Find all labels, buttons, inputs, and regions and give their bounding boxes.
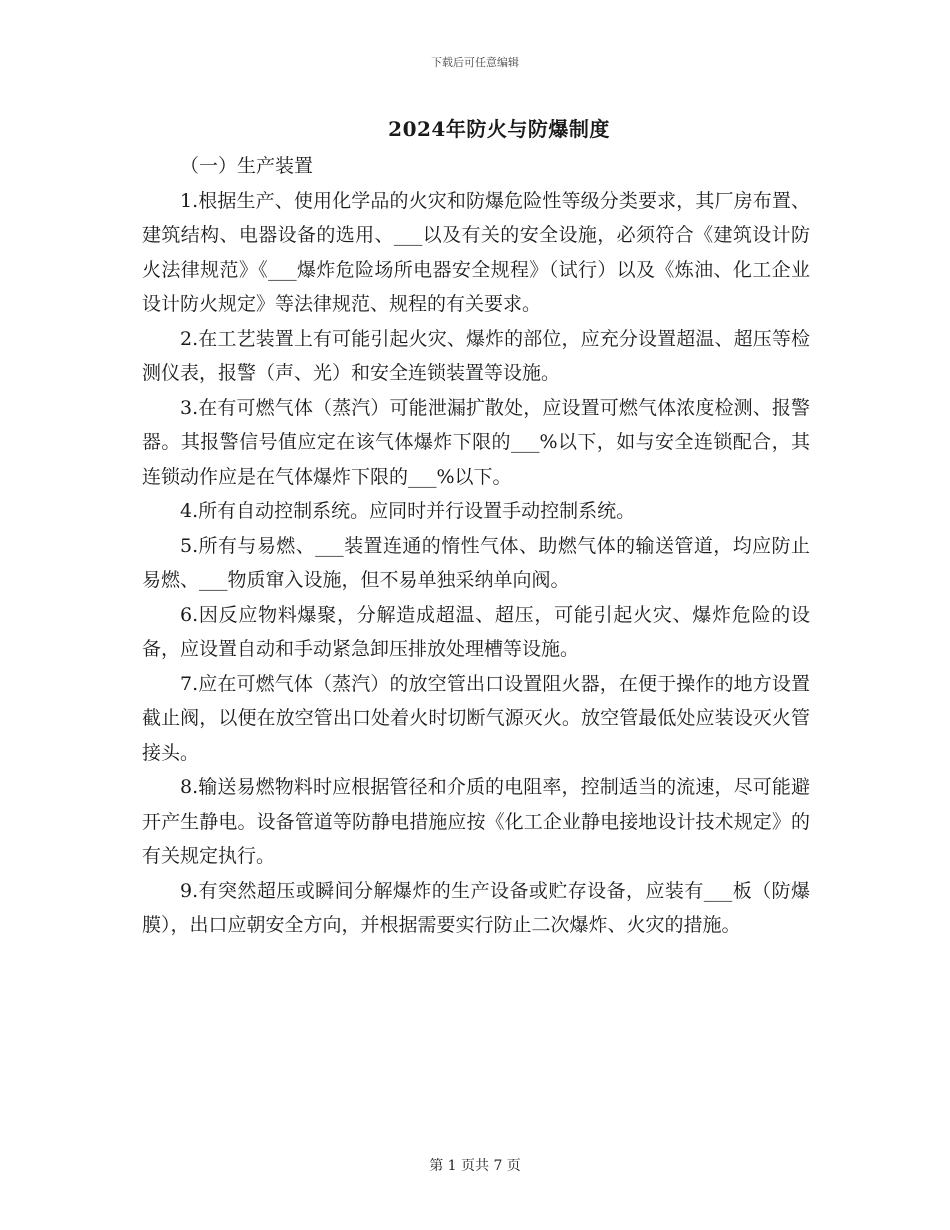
paragraph-9: 9.有突然超压或瞬间分解爆炸的生产设备或贮存设备，应装有___板（防爆膜），出口应朝安全方向，并根据需要实行防止二次爆炸、火灾的措施。 [142, 879, 810, 936]
document-title: 2024年防火与防爆制度 [388, 117, 610, 141]
page-number-footer: 第 1 页共 7 页 [429, 1158, 521, 1174]
document-body [142, 149, 810, 943]
paragraph-1: 1.根据生产、使用化学品的火灾和防爆危险性等级分类要求，其厂房布置、建筑结构、电器设备的选用、___以及有关的安全设施，必须符合《建筑设计防火法律规范》《___爆炸危险场所电器安全规程》（试行）以及《炼油、化工企业设计防火规定》等法律规范、规程的有关要求。 [142, 189, 810, 315]
header-note: 下载后可任意编辑 [431, 56, 519, 69]
section-heading: （一）生产装置 [180, 155, 314, 177]
paragraph-2: 2.在工艺装置上有可能引起火灾、爆炸的部位，应充分设置超温、超压等检测仪表，报警（声、光）和安全连锁装置等设施。 [142, 327, 810, 384]
paragraph-5: 5.所有与易燃、___装置连通的惰性气体、助燃气体的输送管道，均应防止易燃、___物质窜入设施，但不易单独采纳单向阀。 [142, 534, 810, 591]
paragraph-6: 6.因反应物料爆聚，分解造成超温、超压，可能引起火灾、爆炸危险的设备，应设置自动和手动紧急卸压排放处理槽等设施。 [142, 603, 810, 660]
paragraph-7: 7.应在可燃气体（蒸汽）的放空管出口设置阻火器，在便于操作的地方设置截止阀，以便在放空管出口处着火时切断气源灭火。放空管最低处应装设灭火管接头。 [142, 672, 810, 764]
paragraph-8: 8.输送易燃物料时应根据管径和介质的电阻率，控制适当的流速，尽可能避开产生静电。设备管道等防静电措施应按《化工企业静电接地设计技术规定》的有关规定执行。 [142, 776, 810, 867]
paragraph-3: 3.在有可燃气体（蒸汽）可能泄漏扩散处，应设置可燃气体浓度检测、报警器。其报警信号值应定在该气体爆炸下限的___%以下，如与安全连锁配合，其连锁动作应是在气体爆炸下限的___%以下。 [142, 396, 810, 488]
paragraph-4: 4.所有自动控制系统。应同时并行设置手动控制系统。 [180, 500, 636, 522]
